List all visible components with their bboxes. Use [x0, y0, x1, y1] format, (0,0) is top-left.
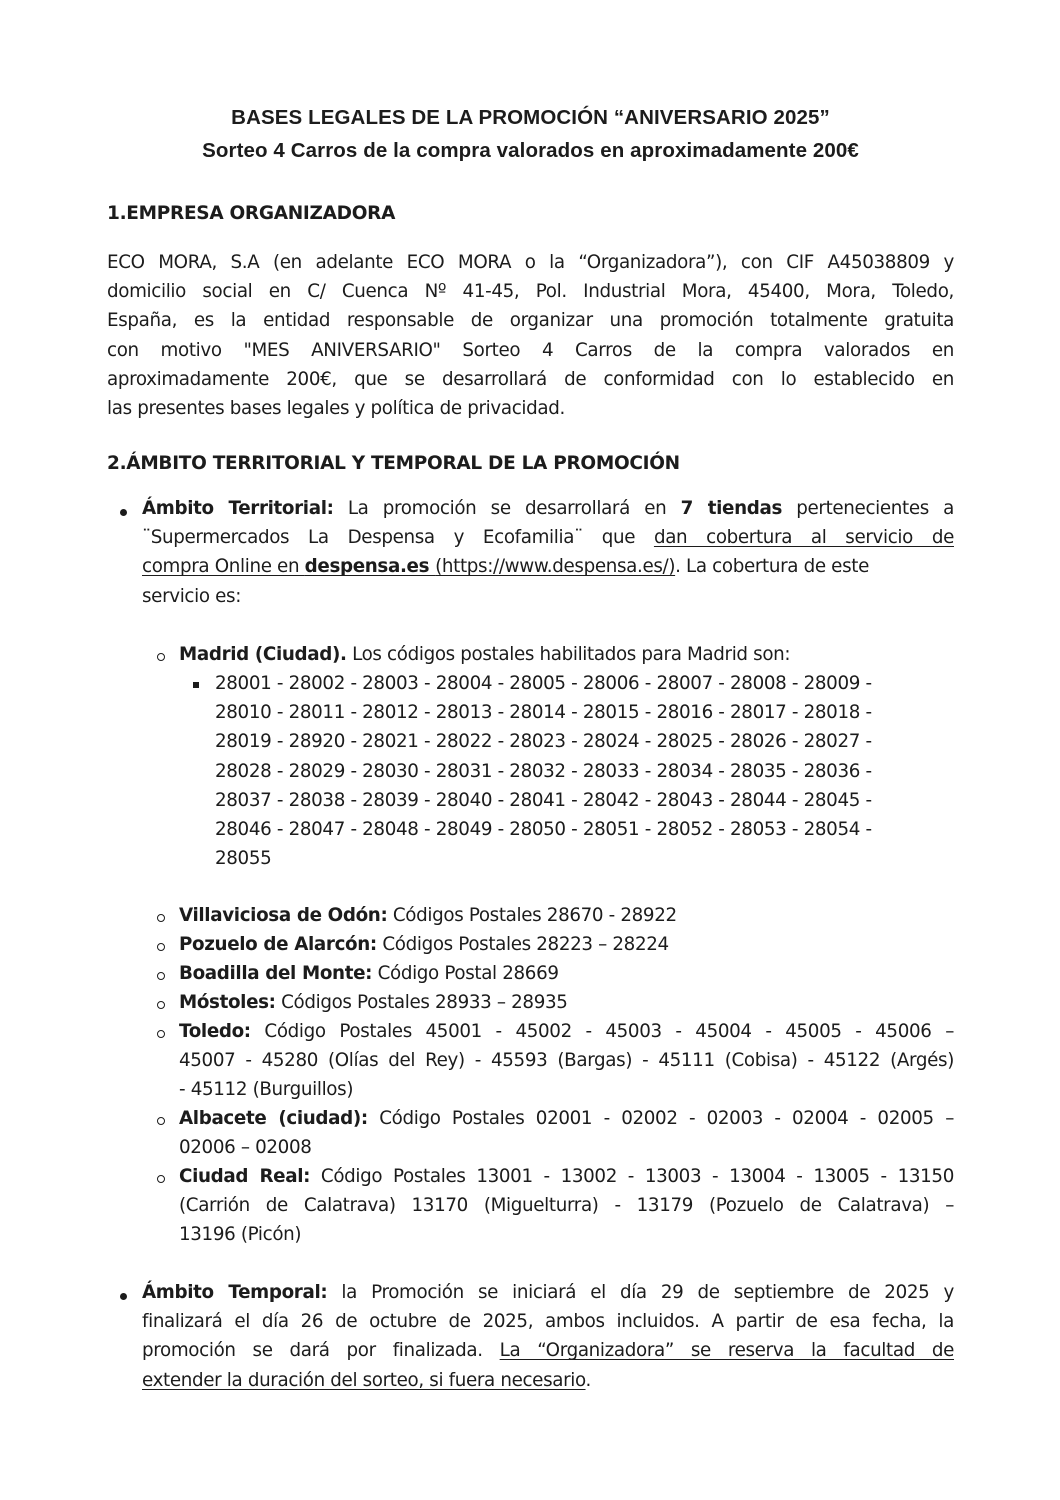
paragraph-line: domicilio social en C/ Cuenca Nº 41-45, Pol. Industrial Mora, 45400, Mora, Toledo, — [107, 281, 954, 303]
region-villaviciosa: Villaviciosa de Odón: Códigos Postales 28670 - 28922 — [179, 905, 677, 926]
despensa-url-link[interactable]: (https://www.despensa.es/) — [435, 556, 676, 578]
paragraph-line: con motivo "MES ANIVERSARIO" Sorteo 4 Carros de la compra valorados en — [107, 339, 954, 361]
document-title: BASES LEGALES DE LA PROMOCIÓN “ANIVERSARIO 2025” — [231, 106, 830, 129]
territorial-label: Ámbito Territorial: — [142, 498, 334, 519]
bullet-circle-icon — [157, 653, 165, 661]
section-1-paragraph — [107, 248, 954, 423]
region-boadilla: Boadilla del Monte: Código Postal 28669 — [179, 963, 559, 984]
bullet-circle-icon — [157, 914, 165, 922]
despensa-link-text[interactable]: despensa.es — [304, 556, 436, 578]
bullet-circle-icon — [157, 972, 165, 980]
paragraph-line: aproximadamente 200€, que se desarrollará de conformidad con lo establecido en — [107, 368, 954, 390]
temporal-item: Ámbito Temporal: la Promoción se iniciará el día 29 de septiembre de 2025 y finalizará el día 26 de octubre de 2025, ambos incluidos. A partir de esa fecha, la promoción se dará por finalizada. La “Organizadora” se reserva la facultad de extender la duración del sorteo, si fuera necesario. — [142, 1282, 955, 1391]
paragraph-line: España, es la entidad responsable de organizar una promoción totalmente gratuita — [107, 310, 954, 332]
bullet-circle-icon — [157, 1001, 165, 1009]
document-subtitle: Sorteo 4 Carros de la compra valorados en aproximadamente 200€ — [202, 139, 859, 162]
region-ciudad-real: Ciudad Real: Código Postales 13001 - 13002 - 13003 - 13004 - 13005 - 13150 (Carrión de Calatrava) 13170 (Miguelturra) - 13179 (Pozuelo de Calatrava) – 13196 (Picón) — [179, 1166, 954, 1246]
region-pozuelo: Pozuelo de Alarcón: Códigos Postales 28223 – 28224 — [179, 934, 669, 955]
bullet-circle-icon — [157, 1030, 165, 1038]
section-2-heading: 2.ÁMBITO TERRITORIAL Y TEMPORAL DE LA PROMOCIÓN — [107, 453, 680, 474]
region-albacete: Albacete (ciudad): Código Postales 02001 - 02002 - 02003 - 02004 - 02005 – 02006 – 02008 — [179, 1108, 954, 1159]
bullet-disc-icon — [120, 1293, 127, 1300]
temporal-label: Ámbito Temporal: — [142, 1282, 328, 1303]
stores-count: 7 tiendas — [680, 498, 783, 519]
bullet-circle-icon — [157, 943, 165, 951]
region-madrid: Madrid (Ciudad). Los códigos postales habilitados para Madrid son: — [179, 644, 791, 665]
bullet-square-icon — [193, 682, 199, 688]
bullet-circle-icon — [157, 1175, 165, 1183]
paragraph-line: las presentes bases legales y política de privacidad. — [107, 398, 565, 420]
bullet-disc-icon — [120, 509, 127, 516]
section-1-heading: 1.EMPRESA ORGANIZADORA — [107, 203, 396, 224]
madrid-postal-codes: 28001 - 28002 - 28003 - 28004 - 28005 - 28006 - 28007 - 28008 - 28009 - 28010 - 28011 - 28012 - 28013 - 28014 - 28015 - 28016 - 28017 - 28018 - 28019 - 28920 - 28021 - 28022 - 28023 - 28024 - 28025 - 28026 - 28027 - 28028 - 28029 - 28030 - 28031 - 28032 - 28033 - 28034 - 28035 - 28036 - 28037 - 28038 - 28039 - 28040 - 28041 - 28042 - 28043 - 28044 - 28045 - 28046 - 28047 - 28048 - 28049 - 28050 - 28051 - 28052 - 28053 - 28054 - 28055 — [215, 673, 872, 870]
bullet-circle-icon — [157, 1117, 165, 1125]
region-toledo: Toledo: Código Postales 45001 - 45002 - 45003 - 45004 - 45005 - 45006 – 45007 - 45280 (Olías del Rey) - 45593 (Bargas) - 45111 (Cobisa) - 45122 (Argés) - 45112 (Burguillos) — [179, 1021, 954, 1101]
region-mostoles: Móstoles: Códigos Postales 28933 – 28935 — [179, 992, 568, 1013]
territorial-item: Ámbito Territorial: La promoción se desarrollará en 7 tiendas pertenecientes a ¨Supermercados La Despensa y Ecofamilia¨ que dan cobertura al servicio de compra Online en despensa.es (https://www.despensa.es/). La cobertura de este servicio es: — [142, 498, 954, 607]
paragraph-line: ECO MORA, S.A (en adelante ECO MORA o la “Organizadora”), con CIF A45038809 y — [107, 252, 954, 273]
